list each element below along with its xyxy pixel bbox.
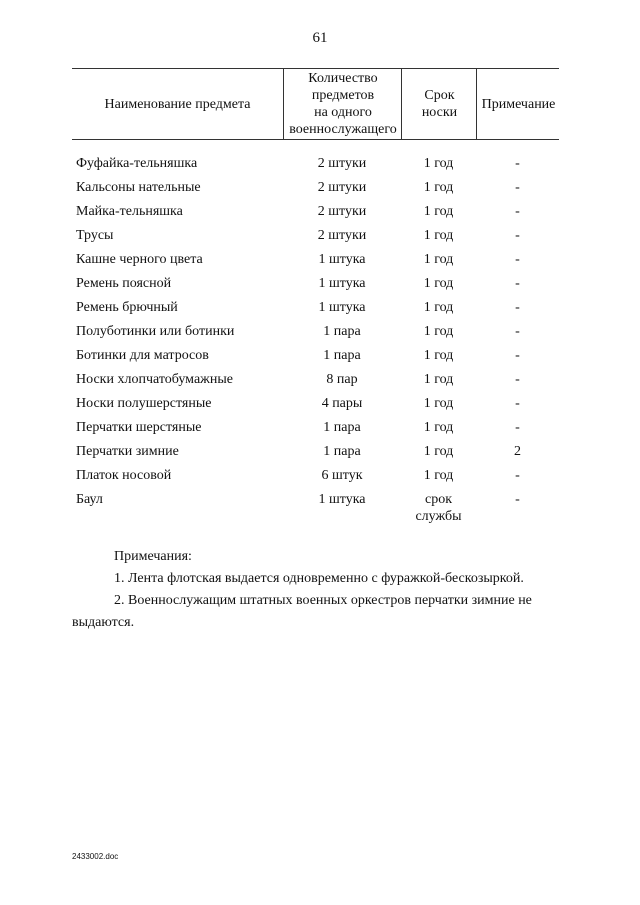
header-term-line: носки — [421, 105, 458, 120]
header-quantity-line: на одного — [314, 105, 372, 120]
cell-quantity: 2 штуки — [317, 228, 367, 243]
table-row — [72, 419, 559, 443]
cell-term: 1 год — [423, 228, 454, 243]
header-item-name: Наименование предмета — [104, 96, 251, 112]
page-number: 61 — [312, 30, 328, 46]
cell-quantity: 2 штуки — [317, 204, 367, 219]
cell-item-name: Кальсоны нательные — [76, 180, 201, 195]
cell-item-name: Ремень поясной — [76, 276, 172, 291]
cell-note: - — [515, 180, 520, 195]
cell-item-name: Баул — [76, 492, 103, 507]
cell-term: 1 год — [423, 300, 454, 315]
cell-note: - — [515, 276, 520, 291]
cell-item-name: Кашне черного цвета — [76, 252, 203, 267]
cell-quantity: 4 пары — [321, 396, 363, 411]
table-row — [72, 299, 559, 323]
cell-term-line: службы — [415, 509, 462, 524]
cell-note: - — [515, 156, 520, 171]
cell-item-name: Майка-тельняшка — [76, 204, 183, 219]
notes-section — [72, 546, 559, 634]
cell-term: 1 год — [423, 420, 454, 435]
header-term-line: Срок — [424, 88, 455, 103]
cell-note: - — [515, 252, 520, 267]
cell-item-name: Перчатки шерстяные — [76, 420, 202, 435]
cell-note: - — [515, 420, 520, 435]
table-body — [72, 155, 559, 524]
cell-term: 1 год — [423, 156, 454, 171]
cell-item-name: Носки хлопчатобумажные — [76, 372, 233, 387]
table-row — [72, 155, 559, 179]
cell-term: 1 год — [423, 324, 454, 339]
table-row — [72, 203, 559, 227]
cell-quantity: 8 пар — [326, 372, 358, 387]
cell-note: - — [515, 300, 520, 315]
note-item: 2. Военнослужащим штатных военных оркестров перчатки зимние не выдаются. — [72, 593, 532, 630]
cell-quantity: 1 штука — [318, 252, 366, 267]
cell-item-name: Фуфайка-тельняшка — [76, 156, 198, 171]
cell-term: 1 год — [423, 276, 454, 291]
cell-note: - — [515, 492, 520, 507]
cell-term: 1 год — [423, 468, 454, 483]
cell-quantity: 1 штука — [318, 276, 366, 291]
cell-quantity: 1 штука — [318, 300, 366, 315]
header-quantity-line: Количество — [308, 71, 378, 86]
table-row — [72, 251, 559, 275]
cell-quantity: 1 пара — [323, 420, 361, 435]
cell-note: 2 — [514, 444, 521, 459]
cell-note: - — [515, 348, 520, 363]
table-row — [72, 371, 559, 395]
cell-note: - — [515, 324, 520, 339]
table-header — [72, 68, 559, 140]
cell-quantity: 2 штуки — [317, 180, 367, 195]
notes-heading: Примечания: — [114, 549, 192, 564]
table-row — [72, 347, 559, 371]
cell-item-name: Платок носовой — [76, 468, 172, 483]
cell-term: 1 год — [423, 252, 454, 267]
note-item: 1. Лента флотская выдается одновременно с фуражкой-бескозыркой. — [114, 571, 524, 586]
cell-quantity: 1 пара — [323, 444, 361, 459]
cell-quantity: 2 штуки — [317, 156, 367, 171]
cell-quantity: 1 штука — [318, 492, 366, 507]
cell-quantity: 1 пара — [323, 324, 361, 339]
cell-term: 1 год — [423, 444, 454, 459]
cell-item-name: Перчатки зимние — [76, 444, 179, 459]
table-row — [72, 467, 559, 491]
cell-term-line: срок — [424, 492, 452, 507]
table-row — [72, 227, 559, 251]
table-row — [72, 179, 559, 203]
header-note: Примечание — [476, 69, 560, 139]
header-quantity-line: военнослужащего — [289, 122, 397, 137]
cell-item-name: Трусы — [76, 228, 114, 243]
cell-item-name: Носки полушерстяные — [76, 396, 212, 411]
table-row — [72, 275, 559, 299]
cell-note: - — [515, 204, 520, 219]
table-row — [72, 395, 559, 419]
file-name-footer: 2433002.doc — [72, 852, 119, 861]
cell-term: 1 год — [423, 396, 454, 411]
cell-term: 1 год — [423, 204, 454, 219]
cell-note: - — [515, 372, 520, 387]
cell-item-name: Ботинки для матросов — [76, 348, 209, 363]
header-quantity — [283, 69, 402, 139]
cell-quantity: 1 пара — [323, 348, 361, 363]
header-term — [401, 69, 477, 139]
cell-note: - — [515, 396, 520, 411]
cell-term: 1 год — [423, 348, 454, 363]
cell-note: - — [515, 228, 520, 243]
cell-term — [401, 491, 476, 525]
cell-term: 1 год — [423, 180, 454, 195]
cell-item-name: Полуботинки или ботинки — [76, 324, 235, 339]
header-quantity-line: предметов — [311, 88, 375, 103]
table-row — [72, 443, 559, 467]
table-row — [72, 491, 559, 524]
cell-item-name: Ремень брючный — [76, 300, 178, 315]
cell-note: - — [515, 468, 520, 483]
cell-quantity: 6 штук — [321, 468, 363, 483]
table-row — [72, 323, 559, 347]
cell-term: 1 год — [423, 372, 454, 387]
